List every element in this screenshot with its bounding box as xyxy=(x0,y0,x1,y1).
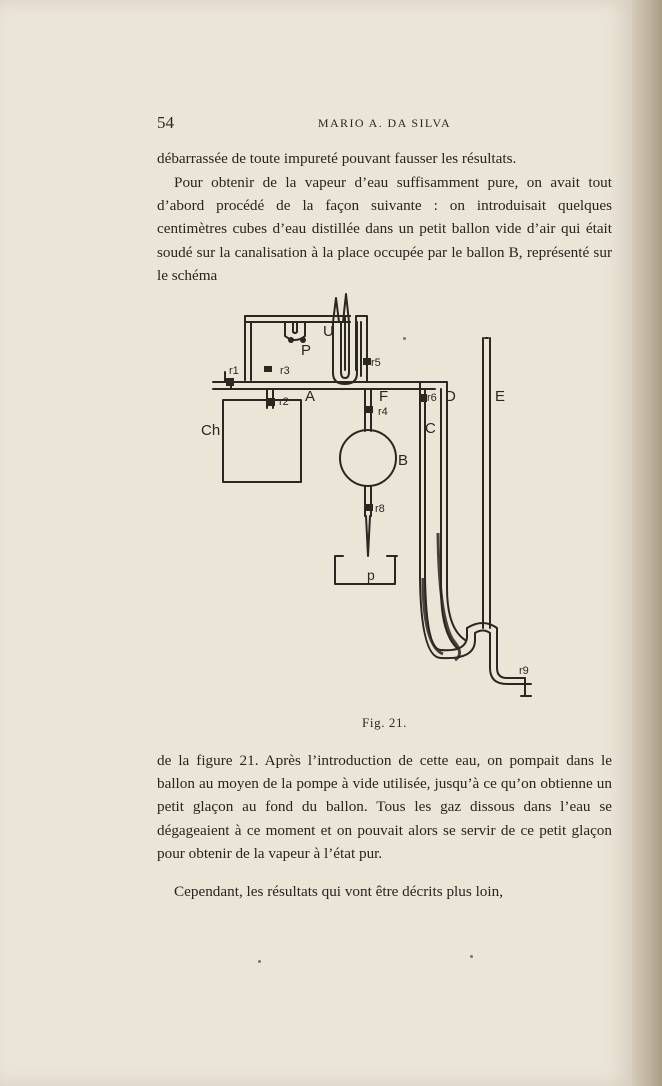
label-e: E xyxy=(495,388,506,405)
paper-speck xyxy=(258,960,261,963)
label-r2: r2 xyxy=(279,396,289,408)
page-number: 54 xyxy=(157,113,174,132)
paragraph-1: débarrassée de toute impureté pouvant fausser les résultats. xyxy=(157,150,517,167)
label-b: B xyxy=(398,452,409,469)
left-vertical xyxy=(245,316,251,380)
paragraph-4: Cependant, les résultats qui vont être décrits plus loin, xyxy=(174,883,503,900)
paragraph-3: de la figure 21. Après l’introduction de cette eau, on pompait dans le ballon au moyen de la pompe à vide utilisée, jusqu’à ce qu’on obtienne un petit glaçon au fond du ballon. Tous les gaz dissous dans l’eau se dégageaient à ce moment et on pouvait alors se servir de ce petit glaçon pour obtenir de la vapeur à l’état pur. xyxy=(157,752,612,862)
label-r4: r4 xyxy=(378,406,388,418)
paper-speck xyxy=(403,337,406,340)
manometer-e xyxy=(483,338,490,628)
figure-caption: Fig. 21. xyxy=(362,715,407,730)
label-ch: Ch xyxy=(201,422,221,439)
u-tube-right-arm xyxy=(357,316,367,382)
label-a: A xyxy=(305,388,316,405)
label-p-trough: p xyxy=(367,567,375,583)
label-r8: r8 xyxy=(375,503,385,515)
page-edge xyxy=(632,0,662,1086)
running-head: MARIO A. DA SILVA xyxy=(317,116,452,130)
label-f: F xyxy=(379,388,389,405)
ballon-b xyxy=(340,430,396,486)
label-r3: r3 xyxy=(280,365,290,377)
label-p-upper: P xyxy=(301,342,312,359)
label-r5: r5 xyxy=(371,357,381,369)
reservoir-ch xyxy=(223,400,301,482)
pipe-to-u-tube xyxy=(345,316,356,370)
tap-r9 xyxy=(521,678,531,696)
ballon-neck xyxy=(365,486,371,556)
label-d: D xyxy=(445,388,456,405)
main-horizontal xyxy=(213,382,435,389)
trough-p xyxy=(335,556,397,584)
label-u: U xyxy=(323,323,334,340)
label-r1: r1 xyxy=(229,365,239,377)
label-c: C xyxy=(425,420,436,437)
u-tube-left-arm xyxy=(333,298,339,322)
paper-speck xyxy=(470,955,473,958)
paragraph-2: Pour obtenir de la vapeur d’eau suffisamment pure, on avait tout d’abord procédé de la façon suivante : on introduisait quelques centimètres cubes d’eau distillée dans un petit ballon vide d’air qui était soudé sur la canalisation à la place occupée par le ballon B, représenté sur le schéma xyxy=(157,174,612,284)
label-r9: r9 xyxy=(519,665,529,677)
manometer-d xyxy=(435,382,465,648)
manometer-bottom xyxy=(441,623,525,684)
apparatus-diagram xyxy=(185,288,565,708)
label-r6: r6 xyxy=(427,392,437,404)
page-header xyxy=(157,113,612,135)
